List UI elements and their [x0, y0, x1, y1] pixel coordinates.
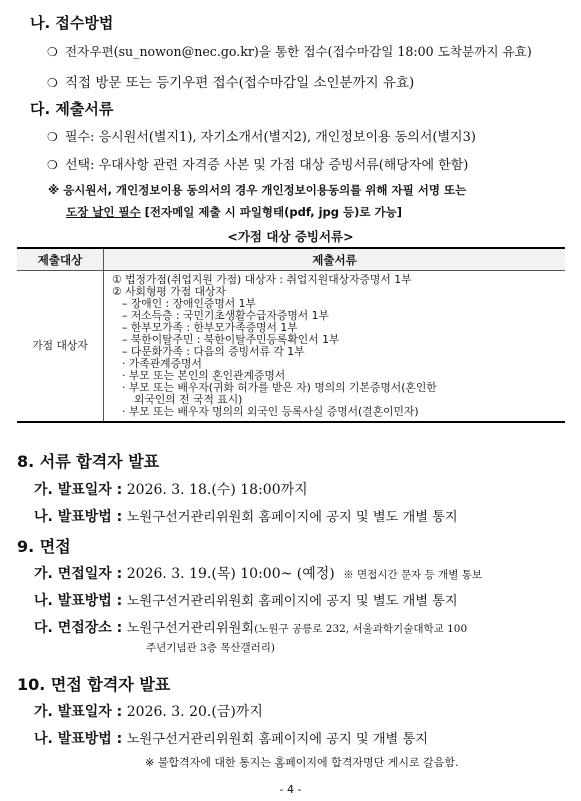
doc-line: – 북한이탈주민 : 북한이탈주민등록확인서 1부	[122, 333, 340, 346]
section10-row-method	[34, 728, 428, 748]
section10-note: ※ 불합격자에 대한 통지는 홈페이지에 합격자명단 게시로 갈음함.	[145, 756, 459, 769]
documents-item-text: 필수: 응시원서(별지1), 자기소개서(별지2), 개인정보이용 동의서(별지3)	[65, 130, 476, 145]
documents-required	[47, 126, 476, 145]
section10-row-date	[34, 701, 263, 721]
row-value: 노원구선거관리위원회	[126, 621, 255, 636]
doc-line: · 부모 또는 본인의 혼인관계증명서	[122, 369, 286, 382]
receipt-item-text: 전자우편(su_nowon@nec.go.kr)을 통한 접수(접수마감일 18:00 도착분까지 유효)	[65, 44, 532, 59]
row-value: 2026. 3. 20.(금)까지	[126, 704, 263, 720]
row-label: 가점 대상자	[17, 271, 104, 423]
row-label: 나. 발표방법 :	[34, 593, 123, 609]
section9-heading: 9. 면접	[17, 537, 71, 556]
documents-note-line1	[48, 182, 466, 198]
section8-row-method	[34, 506, 458, 526]
note-text: 응시원서, 개인정보이용 동의서의 경우 개인정보이용동의를 위해 자필 서명 또는	[63, 183, 467, 197]
section9-row-place	[34, 617, 467, 637]
row-documents	[104, 271, 566, 423]
row-label: 다. 면접장소 :	[34, 620, 123, 636]
table-caption: <가점 대상 증빙서류>	[227, 229, 354, 244]
row-label: 나. 발표방법 :	[34, 509, 123, 525]
section8-heading: 8. 서류 합격자 발표	[17, 452, 160, 471]
evidence-table	[17, 247, 565, 423]
documents-optional	[47, 154, 468, 173]
doc-line: 외국인의 전 국적 표시)	[134, 393, 243, 406]
section8-row-date	[34, 479, 308, 499]
row-detail: (노원구 공릉로 232, 서울과학기술대학교 100	[254, 623, 468, 635]
note-underlined: 도장 날인 필수	[66, 205, 141, 219]
header-target: 제출대상	[17, 248, 104, 271]
row-label: 가. 발표일자 :	[34, 482, 123, 498]
row-value: 노원구선거관리위원회 홈페이지에 공지 및 개별 통지	[126, 732, 428, 747]
note-mark: ※	[48, 183, 60, 197]
doc-line: – 장애인 : 장애인증명서 1부	[122, 297, 256, 310]
row-value: 2026. 3. 19.(목) 10:00~ (예정)	[126, 566, 335, 582]
row-label: 가. 면접일자 :	[34, 566, 123, 582]
bullet-circle: ❍	[47, 45, 58, 59]
doc-line: · 부모 또는 배우자 명의의 외국인 등록사실 증명서(결혼이민자)	[122, 405, 419, 418]
receipt-item-email	[47, 41, 532, 60]
section10-heading: 10. 면접 합격자 발표	[17, 675, 171, 694]
header-documents: 제출서류	[104, 248, 566, 271]
documents-note-line2	[66, 204, 402, 220]
table-row	[17, 271, 565, 423]
doc-line: ① 법정가점(취업지원 가점) 대상자 : 취업지원대상자증명서 1부	[112, 273, 412, 286]
documents-heading: 다. 제출서류	[30, 100, 114, 118]
note-text-rest: [전자메일 제출 시 파일형태(pdf, jpg 등)로 가능]	[140, 205, 402, 219]
table-header-row	[17, 248, 565, 271]
doc-line: – 한부모가족 : 한부모가족증명서 1부	[122, 321, 298, 334]
doc-line: – 저소득층 : 국민기초생활수급자증명서 1부	[122, 309, 329, 322]
bullet-circle: ❍	[47, 130, 58, 144]
row-note: ※ 면접시간 문자 등 개별 통보	[343, 569, 482, 581]
section9-row-method	[34, 590, 458, 610]
receipt-item-visit	[47, 71, 414, 91]
doc-line: – 다문화가족 : 다음의 증빙서류 각 1부	[122, 345, 305, 358]
row-value: 노원구선거관리위원회 홈페이지에 공지 및 별도 개별 통지	[126, 510, 458, 525]
bullet-circle: ❍	[47, 158, 58, 172]
doc-line: · 부모 또는 배우자(귀화 허가를 받은 자) 명의의 기본증명서(혼인한	[122, 381, 437, 394]
doc-line: ② 사회형평 가점 대상자	[112, 285, 226, 298]
receipt-item-text: 직접 방문 또는 등기우편 접수(접수마감일 소인분까지 유효)	[65, 75, 415, 91]
row-value: 노원구선거관리위원회 홈페이지에 공지 및 별도 개별 통지	[126, 594, 458, 609]
bullet-circle: ❍	[47, 76, 58, 90]
section9-row-date	[34, 563, 482, 583]
doc-line: · 가족관계증명서	[122, 357, 202, 370]
section9-place-detail: 주년기념관 3층 목산갤러리)	[146, 642, 276, 654]
page-number: - 4 -	[279, 783, 302, 796]
documents-item-text: 선택: 우대사항 관련 자격증 사본 및 가점 대상 증빙서류(해당자에 한함)	[65, 158, 469, 173]
row-label: 가. 발표일자 :	[34, 704, 123, 720]
row-value: 2026. 3. 18.(수) 18:00까지	[126, 482, 308, 498]
row-label: 나. 발표방법 :	[34, 731, 123, 747]
receipt-heading: 나. 접수방법	[30, 14, 114, 32]
